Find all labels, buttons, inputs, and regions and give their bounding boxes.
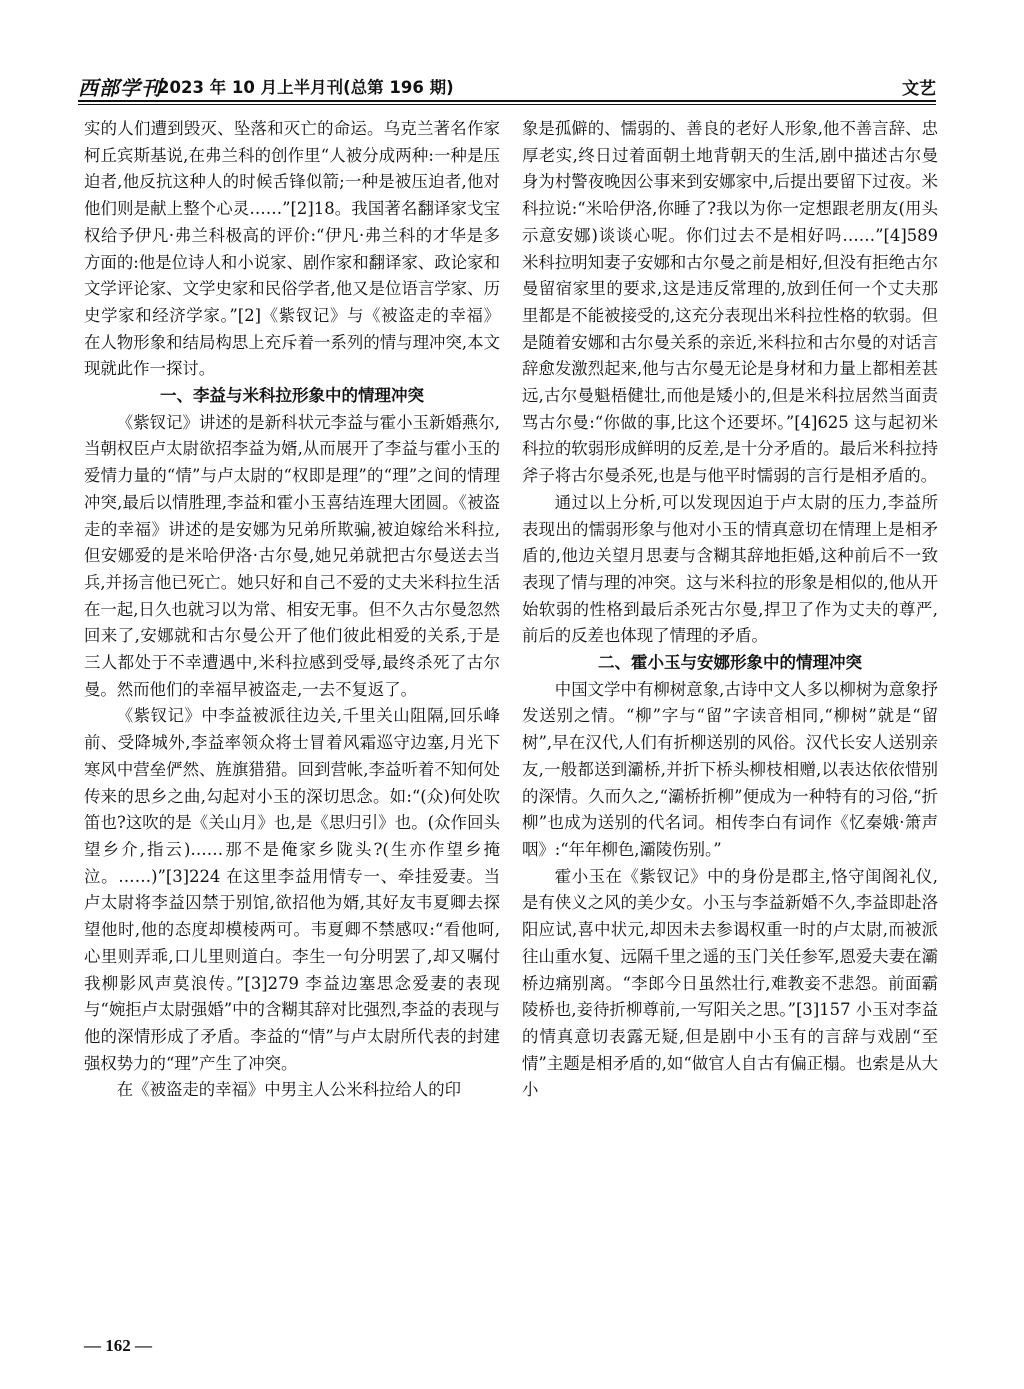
right-column bbox=[522, 116, 938, 1104]
paragraph: 中国文学中有柳树意象,古诗中文人多以柳树为意象抒发送别之情。“柳”字与“留”字读音相同,“柳树”就是“留树”,早在汉代,人们有折柳送别的风俗。汉代长安人送别亲友,一般都送到灞桥,并折下桥头柳枝相赠,以表达依依惜别的深情。久而久之,“灞桥折柳”便成为一种特有的习俗,“折柳”也成为送别的代名词。相传李白有词作《忆秦娥·箫声咽》:“年年柳色,灞陵伤别。” bbox=[522, 679, 938, 859]
paragraph: 《紫钗记》讲述的是新科状元李益与霍小玉新婚燕尔,当朝权臣卢太尉欲招李益为婿,从而展开了李益与霍小玉的爱情力量的“情”与卢太尉的“权即是理”的“理”之间的情理冲突,最后以情胜理,李益和霍小玉喜结连理大团圆。《被盗走的幸福》讲述的是安娜为兄弟所欺骗,被迫嫁给米科拉,但安娜爱的是米哈伊洛·古尔曼,她兄弟就把古尔曼送去当兵,并扬言他已死亡。她只好和自己不爱的丈夫米科拉生活在一起,日久也就习以为常、相安无事。但不久古尔曼忽然回来了,安娜就和古尔曼公开了他们彼此相爱的关系,于是三人都处于不幸遭遇中,米科拉感到受辱,最终杀死了古尔曼。然而他们的幸福早被盗走,一去不复返了。 bbox=[84, 412, 500, 699]
paragraph: 实的人们遭到毁灭、坠落和灭亡的命运。乌克兰著名作家柯丘宾斯基说,在弗兰科的创作里“人被分成两种:一种是压迫者,他反抗这种人的时候舌锋似箭;一种是被压迫者,他对他们则是献上整个心灵……”[2]18。我国著名翻译家戈宝权给予伊凡·弗兰科极高的评价:“伊凡·弗兰科的才华是多方面的:他是位诗人和小说家、剧作家和翻译家、政论家和文学评论家、文学史家和民俗学者,他又是位语言学家、历史学家和经济学家。”[2]《紫钗记》与《被盗走的幸福》在人物形象和结局构思上充斥着一系列的情与理冲突,本文现就此作一探讨。 bbox=[84, 119, 500, 379]
paragraph: 《紫钗记》中李益被派往边关,千里关山阻隔,回乐峰前、受降城外,李益率领众将士冒着风霜巡守边塞,月光下寒风中营垒俨然、旌旗猎猎。回到营帐,李益听着不知何处传来的思乡之曲,勾起对小玉的深切思念。如:“(众)何处吹笛也?这吹的是《关山月》也,是《思归引》也。(众作回头望乡介,指云)……那不是俺家乡陇头?(生亦作望乡掩泣。……)”[3]224 在这里李益用情专一、牵挂爱妻。当卢太尉将李益囚禁于别馆,欲招他为婿,其好友韦夏卿去探望他时,他的态度却模棱两可。韦夏卿不禁感叹:“看他呵,心里则弄乖,口儿里则道白。李生一句分明罢了,却又嘱付我柳影风声莫浪传。”[3]279 李益边塞思念爱妻的表现与“婉拒卢太尉强婚”中的含糊其辞对比强烈,李益的表现与他的深情形成了矛盾。李益的“情”与卢太尉所代表的封建强权势力的“理”产生了冲突。 bbox=[84, 706, 500, 1073]
journal-logo: 西部学刊 bbox=[78, 76, 162, 100]
paragraph: 在《被盗走的幸福》中男主人公米科拉给人的印 bbox=[116, 1080, 461, 1100]
paragraph: 霍小玉在《紫钗记》中的身份是郡主,恪守闺阁礼仪,是有侠义之风的美少女。小玉与李益新婚不久,李益即赴洛阳应试,喜中状元,却因未去参谒权重一时的卢太尉,而被派往山重水复、远隔千里之遥的玉门关任参军,恩爱夫妻在灞桥边痛别离。“李郎今日虽然壮行,难教妾不悲怨。前面霸陵桥也,妾待折柳尊前,一写阳关之思。”[3]157 小玉对李益的情真意切表露无疑,但是剧中小玉有的言辞与戏剧“至情”主题是相矛盾的,如“做官人自古有偏正榻。也索是从大小 bbox=[522, 866, 938, 1100]
page-number: — 162 — bbox=[84, 1336, 152, 1355]
header-rule-thick bbox=[78, 100, 936, 102]
issue-info: 2023 年 10 月上半月刊(总第 196 期) bbox=[158, 78, 454, 97]
paragraph: 象是孤僻的、懦弱的、善良的老好人形象,他不善言辞、忠厚老实,终日过着面朝土地背朝天的生活,剧中描述古尔曼身为村警夜晚因公事来到安娜家中,后提出要留下过夜。米科拉说:“米哈伊洛,你睡了?我以为你一定想跟老朋友(用头示意安娜)谈谈心呢。你们过去不是相好吗……”[4]589 米科拉明知妻子安娜和古尔曼之前是相好,但没有拒绝古尔曼留宿家里的要求,这是违反常理的,放到任何一个丈夫那里都是不能被接受的,这充分表现出米科拉性格的软弱。但是随着安娜和古尔曼关系的亲近,米科拉和古尔曼的对话言辞愈发激烈起来,他与古尔曼无论是身材和力量上都相差甚远,古尔曼魁梧健壮,而他是矮小的,但是米科拉居然当面责骂古尔曼:“你做的事,比这个还要坏。”[4]625 这与起初米科拉的软弱形成鲜明的反差,是十分矛盾的。最后米科拉持斧子将古尔曼杀死,也是与他平时懦弱的言行是相矛盾的。 bbox=[522, 119, 938, 486]
paragraph: 通过以上分析,可以发现因迫于卢太尉的压力,李益所表现出的懦弱形象与他对小玉的情真意切在情理上是相矛盾的,他边关望月思妻与含糊其辞地拒婚,这种前后不一致表现了情与理的冲突。这与米科拉的形象是相似的,他从开始软弱的性格到最后杀死古尔曼,捍卫了作为丈夫的尊严,前后的反差也体现了情理的矛盾。 bbox=[522, 492, 938, 646]
left-column bbox=[84, 116, 500, 1104]
header-rule-thin bbox=[78, 104, 936, 105]
section-name: 文艺 bbox=[902, 79, 936, 99]
running-header bbox=[78, 70, 936, 100]
section-heading: 二、霍小玉与安娜形象中的情理冲突 bbox=[598, 653, 862, 673]
section-heading: 一、李益与米科拉形象中的情理冲突 bbox=[160, 386, 424, 406]
